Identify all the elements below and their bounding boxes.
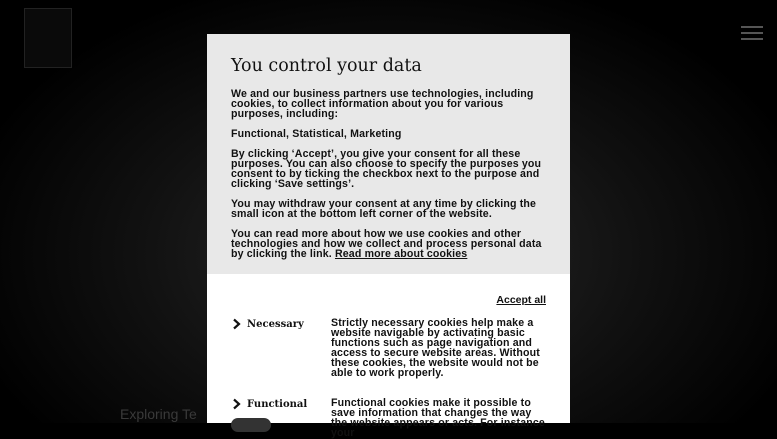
chevron-right-icon xyxy=(231,318,243,330)
dialog-title: You control your data xyxy=(231,56,422,76)
category-necessary-description: Strictly necessary cookies help make a website navigable by activating basic functions such as page navigation and access to secure website areas. Without these cookies, the website would not be able to work properly. xyxy=(331,317,540,379)
withdraw-info: You may withdraw your consent at any time by clicking the small icon at the bottom left corner of the website. xyxy=(231,198,537,220)
chevron-right-icon xyxy=(231,398,243,410)
category-necessary xyxy=(207,318,570,398)
intro-paragraph: We and our business partners use technologies, including cookies, to collect information about you for various purposes, including: xyxy=(231,88,534,120)
consent-intro xyxy=(207,34,570,274)
purposes-list: Functional, Statistical, Marketing xyxy=(231,128,402,140)
read-more-paragraph xyxy=(231,229,546,259)
category-functional-label: Functional xyxy=(247,398,308,410)
functional-consent-switch[interactable] xyxy=(231,418,271,432)
consent-explanation: By clicking ‘Accept’, you give your consent for all these purposes. You can also choose to specify the purposes you consent to by ticking the checkbox next to the purpose and clicking ‘Save settings’. xyxy=(231,148,542,190)
site-logo xyxy=(24,8,72,68)
background-heading: Exploring Te xyxy=(120,406,197,422)
accept-row xyxy=(207,274,570,318)
read-more-link[interactable]: Read more about cookies xyxy=(334,248,468,260)
read-more-text: You can read more about how we use cookies and other technologies and how we collect and process personal data by clicking the link. xyxy=(231,228,542,260)
menu-icon[interactable] xyxy=(741,26,763,40)
category-functional-toggle[interactable] xyxy=(231,398,307,410)
category-necessary-label: Necessary xyxy=(247,318,304,330)
cookie-consent-dialog xyxy=(207,34,570,439)
category-functional-description: Functional cookies make it possible to save information that changes the way the website appears or acts. For instance your xyxy=(331,397,545,439)
category-necessary-toggle[interactable] xyxy=(231,318,304,330)
accept-all-button[interactable]: Accept all xyxy=(496,294,546,306)
category-functional xyxy=(207,398,570,438)
